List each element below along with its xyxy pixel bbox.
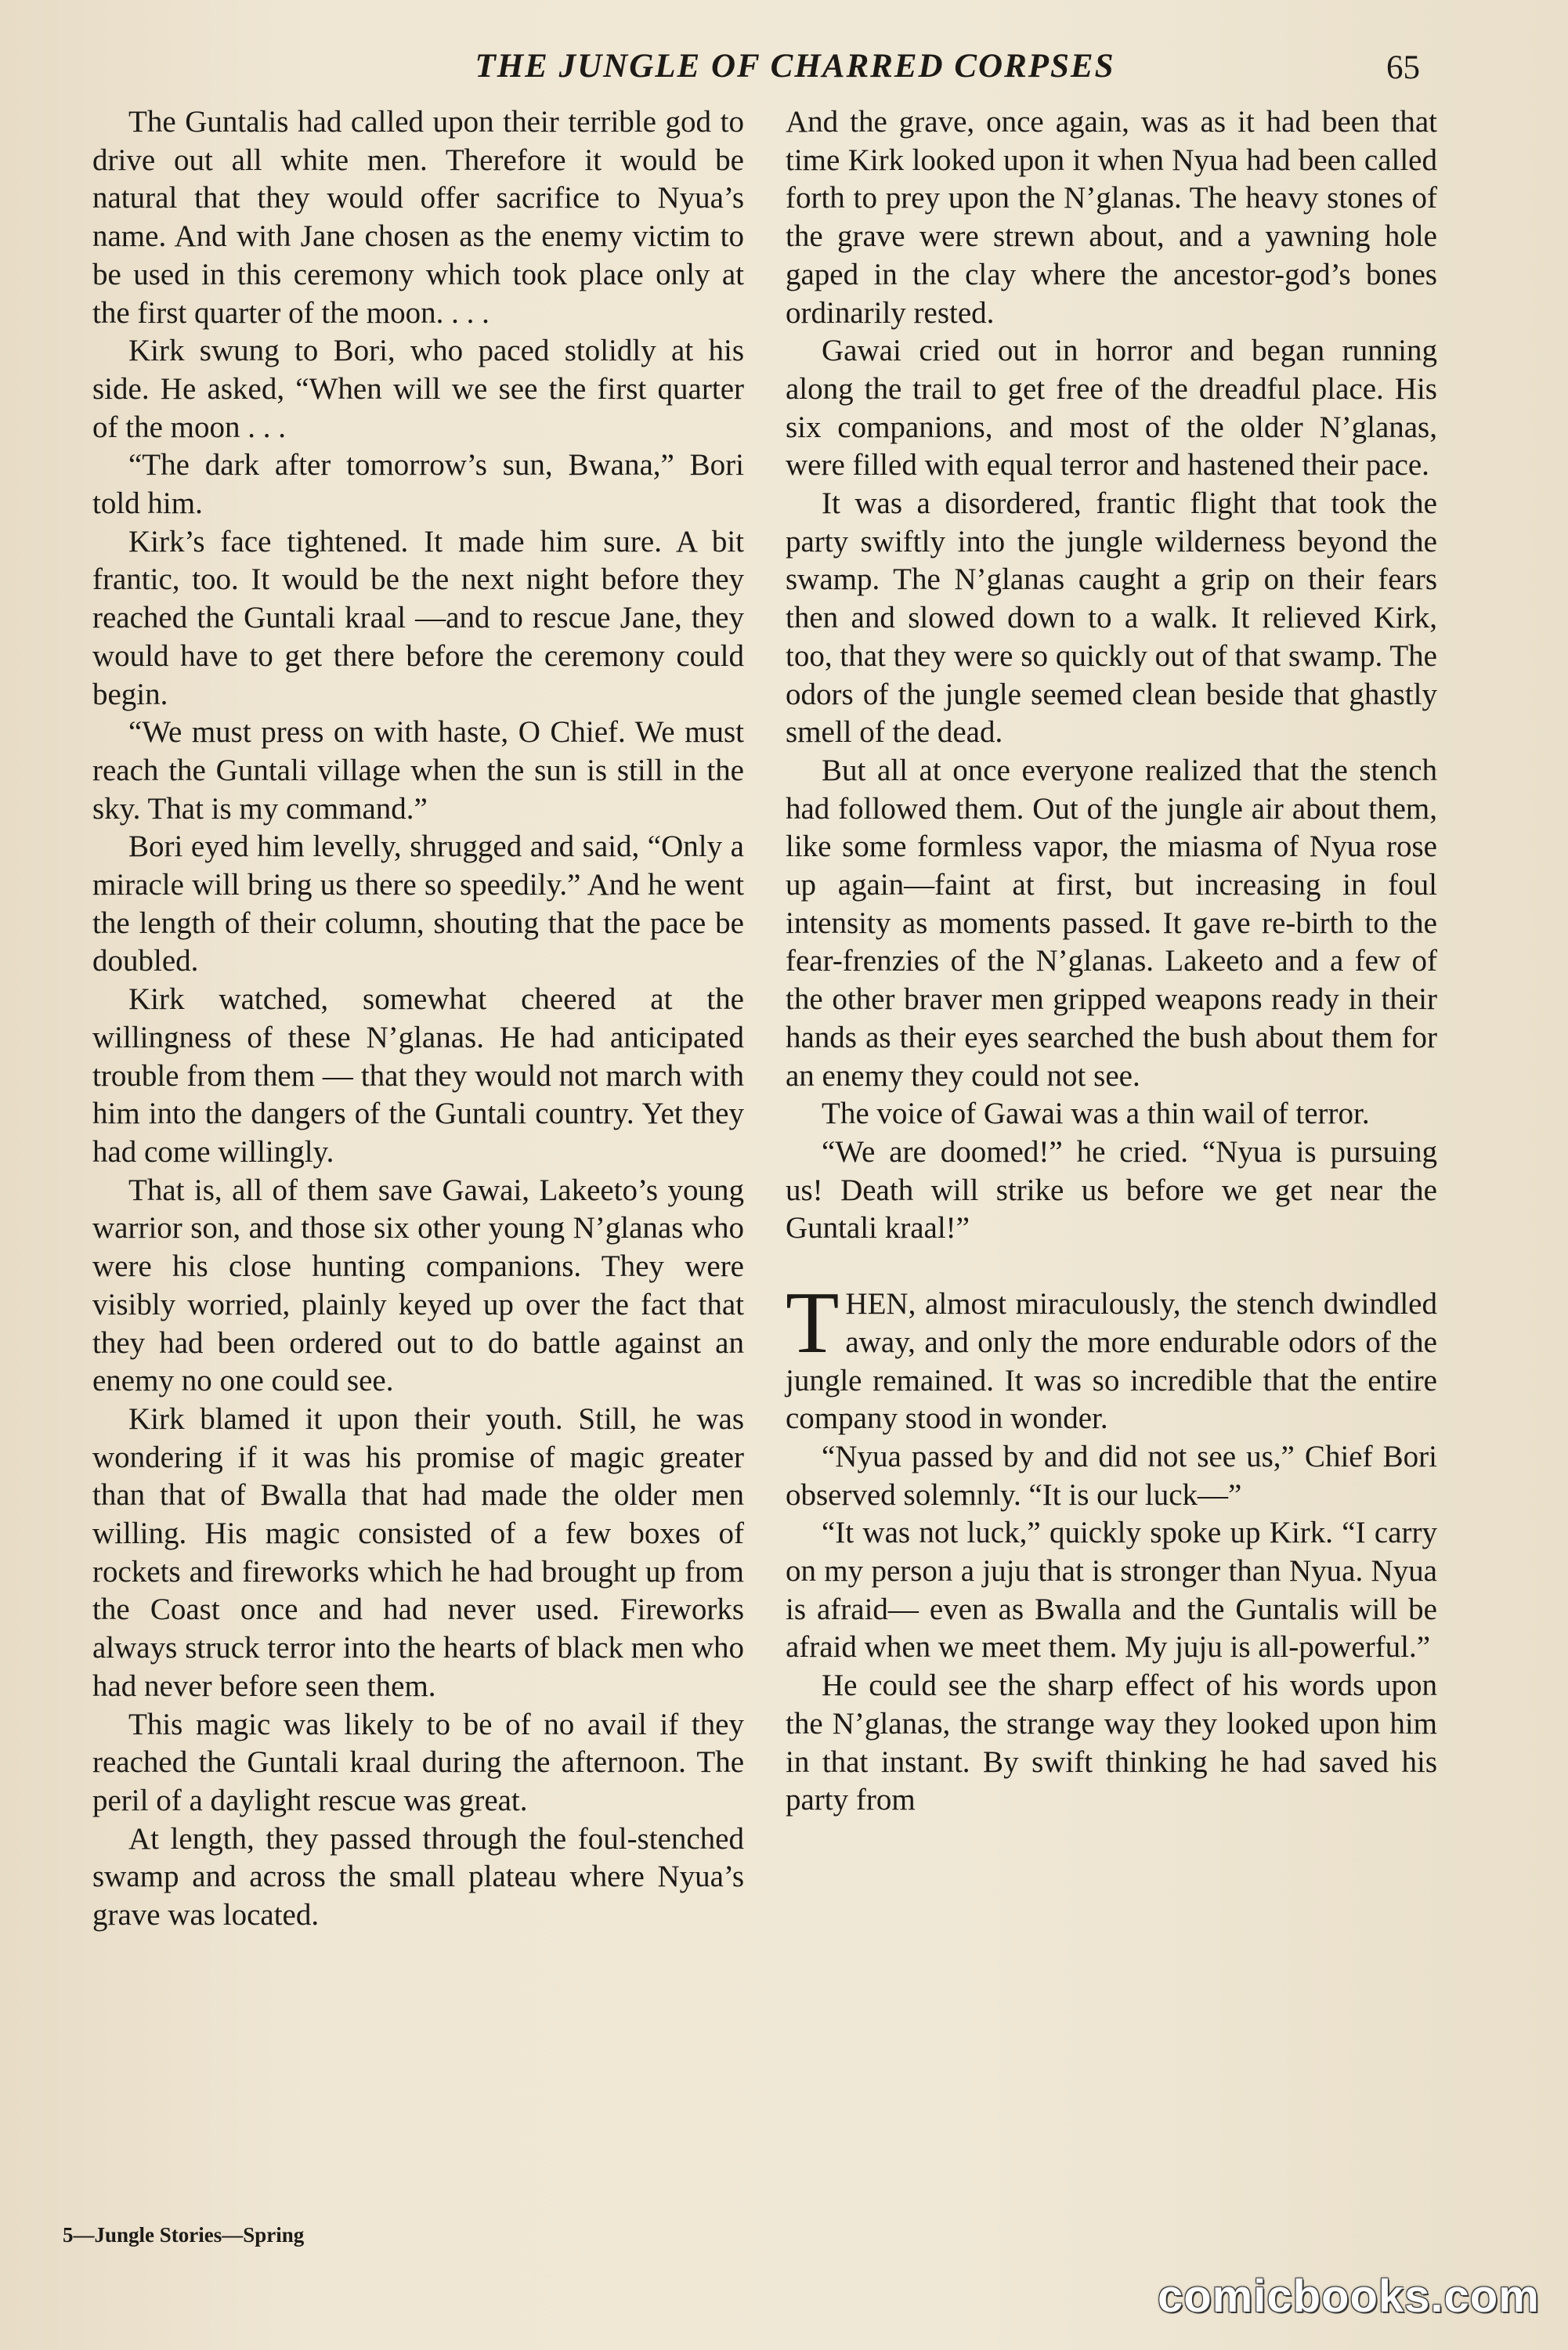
paragraph: Kirk blamed it upon their youth. Still, he was wondering if it was his promise of magic greater than that of Bwalla that had made the older men willing. His magic consisted of a few boxes of rockets and fireworks which he had brought up from the Coast once and had never used. Fireworks always struck terror into the hearts of black men who had never before seen them.: [92, 1401, 744, 1703]
paragraph: But all at once everyone realized that the stench had followed them. Out of the jungle air about them, like some formless vapor, the miasma of Nyua rose up again—faint at first, but increasing in foul intensity as moments passed. It gave re-birth to the fear-frenzies of the N’glanas. Lakeeto and a few of the other braver men gripped weapons ready in their hands as their eyes searched the bush about them for an enemy they could not see.: [786, 753, 1437, 1093]
paragraph: “It was not luck,” quickly spoke up Kirk. “I carry on my person a juju that is stronger than Nyua. Nyua is afraid— even as Bwalla and the Guntalis will be afraid when we meet them. My juju is all-powerful.”: [786, 1516, 1437, 1665]
paragraph: It was a disordered, frantic flight that took the party swiftly into the jungle wilderness beyond the swamp. The N’glanas caught a grip on their fears then and slowed down to a walk. It relieved Kirk, too, that they were so quickly out of that swamp. The odors of the jungle seemed clean beside that ghastly smell of the dead.: [786, 486, 1437, 750]
right-text-column: [786, 103, 1437, 1820]
paragraph: This magic was likely to be of no avail if they reached the Guntali kraal during the afternoon. The peril of a daylight rescue was great.: [92, 1707, 744, 1817]
paragraph: He could see the sharp effect of his words upon the N’glanas, the strange way they looked upon him in that instant. By swift thinking he had saved his party from: [786, 1668, 1437, 1817]
left-text-column: [92, 103, 744, 1935]
paragraph: The voice of Gawai was a thin wail of terror.: [822, 1097, 1370, 1131]
section-opening-paragraph: [786, 1274, 1437, 1438]
paragraph: Kirk’s face tightened. It made him sure. A bit frantic, too. It would be the next night before they reached the Guntali kraal —and to rescue Jane, they would have to get there before the ceremony could begin.: [92, 524, 744, 711]
drop-cap: T: [786, 1274, 840, 1372]
paragraph: Bori eyed him levelly, shrugged and said, “Only a miracle will bring us there so speedily.” And he went the length of their column, shouting that the pace be doubled.: [92, 830, 744, 978]
paragraph: The Guntalis had called upon their terrible god to drive out all white men. Therefore it would be natural that they would offer sacrifice to Nyua’s name. And with Jane chosen as the enemy victim to be used in this ceremony which took place only at the first quarter of the moon. . . .: [92, 105, 744, 330]
site-watermark: comicbooks.com: [1158, 2271, 1540, 2322]
section-break: [786, 1248, 1437, 1285]
footer-signature: 5—Jungle Stories—Spring: [63, 2223, 305, 2247]
paragraph: And the grave, once again, was as it had been that time Kirk looked upon it when Nyua had been called forth to prey upon the N’glanas. The heavy stones of the grave were strewn about, and a yawning hole gaped in the clay where the ancestor-god’s bones ordinarily rested.: [786, 105, 1437, 330]
paragraph: Kirk swung to Bori, who paced stolidly at his side. He asked, “When will we see the first quarter of the moon . . .: [92, 334, 744, 444]
paragraph: That is, all of them save Gawai, Lakeeto’s young warrior son, and those six other young N’glanas who were his close hunting companions. They were visibly worried, plainly keyed up over the fact that they had been ordered out to do battle against an enemy no one could see.: [92, 1173, 744, 1398]
opening-text: HEN, almost miraculously, the stench dwindled away, and only the more endurable odors of the jungle remained. It was so incredible that the entire company stood in wonder.: [786, 1287, 1437, 1436]
paragraph: Kirk watched, somewhat cheered at the willingness of these N’glanas. He had anticipated trouble from them — that they would not march with him into the dangers of the Guntali country. Yet they had come willingly.: [92, 982, 744, 1169]
paragraph: “Nyua passed by and did not see us,” Chief Bori observed solemnly. “It is our luck—”: [786, 1439, 1437, 1512]
paragraph: “The dark after tomorrow’s sun, Bwana,” Bori told him.: [92, 448, 744, 521]
paragraph: “We must press on with haste, O Chief. We must reach the Guntali village when the sun is still in the sky. That is my command.”: [92, 715, 744, 826]
running-head: THE JUNGLE OF CHARRED CORPSES: [475, 48, 1115, 85]
paragraph: At length, they passed through the foul-stenched swamp and across the small plateau where Nyua’s grave was located.: [92, 1821, 744, 1932]
page-number: 65: [1386, 49, 1420, 86]
paragraph: Gawai cried out in horror and began running along the trail to get free of the dreadful place. His six companions, and most of the older N’glanas, were filled with equal terror and hastened their pace.: [786, 334, 1437, 483]
paragraph: “We are doomed!” he cried. “Nyua is pursuing us! Death will strike us before we get near the Guntali kraal!”: [786, 1134, 1437, 1246]
